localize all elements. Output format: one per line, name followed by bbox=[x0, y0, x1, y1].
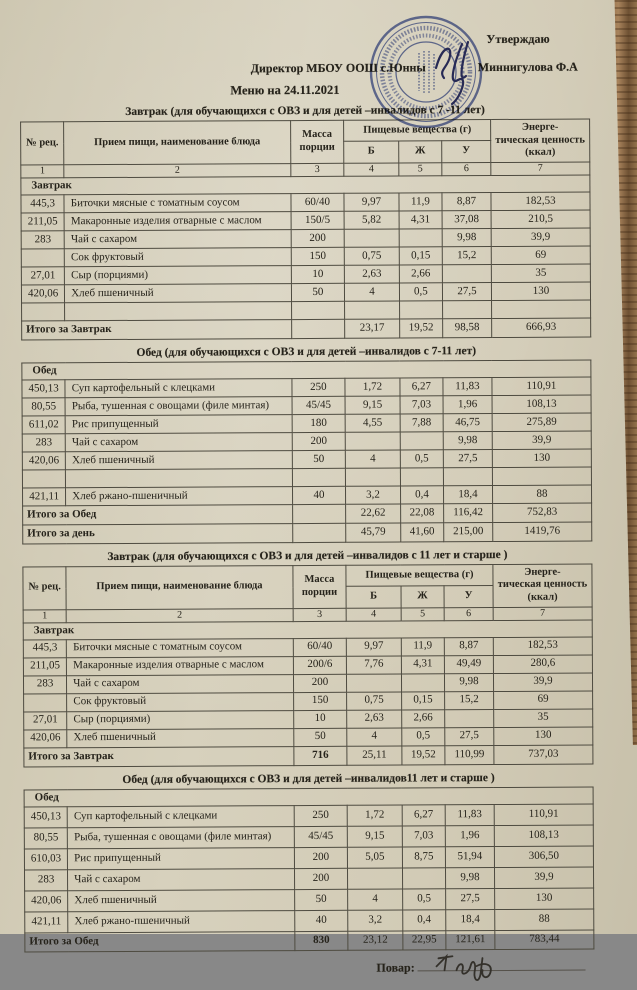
dish-name-cell: Суп картофельный с клецками bbox=[67, 805, 294, 827]
meal-section-label: Обед bbox=[22, 360, 591, 380]
total-mass: 830 bbox=[295, 931, 349, 950]
dish-name-cell: Рыба, тушенная с овощами (филе минтая) bbox=[68, 826, 295, 848]
value-cell: 250 bbox=[292, 378, 346, 396]
value-cell: 27,5 bbox=[443, 449, 492, 467]
director-line bbox=[20, 60, 590, 78]
value-cell: 130 bbox=[495, 888, 594, 910]
value-cell: 445,3 bbox=[21, 195, 64, 213]
value-cell: 0,5 bbox=[402, 727, 445, 745]
col-header-u: У bbox=[442, 141, 491, 163]
column-index-cell: 1 bbox=[23, 609, 66, 622]
value-cell: 45/45 bbox=[294, 826, 348, 847]
dish-name-cell: Биточки мясные с томатным соусом bbox=[67, 638, 294, 657]
col-header-energy bbox=[491, 119, 590, 162]
col-header-energy-line: Энерге- bbox=[495, 566, 589, 579]
value-cell: 200 bbox=[291, 229, 345, 247]
value-cell bbox=[348, 868, 403, 889]
value-cell: 150 bbox=[291, 247, 345, 265]
value-cell: 283 bbox=[23, 675, 66, 693]
value-cell bbox=[345, 432, 400, 450]
value-cell: 211,05 bbox=[21, 213, 64, 231]
dish-name-cell: Чай с сахаром bbox=[65, 432, 292, 451]
value-cell bbox=[21, 249, 64, 267]
value-cell: 35 bbox=[491, 264, 590, 283]
value-cell: 1,96 bbox=[445, 825, 494, 846]
table-row bbox=[23, 522, 592, 544]
director-name: Миннигулова Ф.А bbox=[478, 60, 578, 75]
total-value: 41,60 bbox=[400, 523, 443, 542]
value-cell: 200 bbox=[292, 432, 346, 450]
value-cell: 210,5 bbox=[491, 210, 590, 229]
dish-name-cell: Макаронные изделия отварные с маслом bbox=[67, 656, 294, 675]
total-mass bbox=[292, 504, 346, 523]
meal-section-label: Обед bbox=[24, 787, 593, 807]
col-header-dish: Прием пищи, наименование блюда bbox=[66, 565, 293, 609]
value-cell: 10 bbox=[291, 265, 345, 283]
total-label: Итого за Обед bbox=[25, 931, 295, 951]
column-index-cell: 3 bbox=[291, 163, 345, 176]
col-header-num: № рец. bbox=[23, 567, 66, 610]
value-cell bbox=[346, 468, 401, 486]
value-cell: 7,76 bbox=[347, 656, 402, 674]
value-cell: 450,13 bbox=[24, 806, 67, 827]
dish-name-cell: Хлеб пшеничный bbox=[65, 283, 292, 302]
value-cell: 182,53 bbox=[491, 192, 590, 211]
value-cell: 200 bbox=[293, 674, 347, 692]
value-cell: 421,11 bbox=[25, 911, 68, 932]
value-cell bbox=[345, 301, 400, 319]
table-1-title: Завтрак (для обучающихся с ОВЗ и для детей –инвалидов с 7 -11 лет) bbox=[20, 104, 590, 119]
value-cell: 80,55 bbox=[22, 398, 65, 416]
table-row bbox=[24, 825, 593, 849]
value-cell: 275,89 bbox=[492, 413, 591, 432]
value-cell: 27,5 bbox=[446, 888, 495, 909]
value-cell: 2,63 bbox=[347, 710, 402, 728]
table-row bbox=[24, 745, 593, 767]
lunch-table-7-11 bbox=[21, 359, 592, 544]
value-cell: 51,94 bbox=[445, 846, 494, 867]
value-cell: 9,98 bbox=[445, 673, 494, 691]
dish-name-cell: Суп картофельный с клецками bbox=[65, 378, 292, 397]
value-cell: 0,5 bbox=[399, 283, 442, 301]
value-cell: 2,63 bbox=[345, 265, 400, 283]
value-cell bbox=[445, 709, 494, 727]
value-cell: 283 bbox=[24, 869, 67, 890]
table-4-title: Обед (для обучающихся с ОВЗ и для детей –инвалидов11 лет и старше ) bbox=[23, 771, 593, 786]
value-cell: 46,75 bbox=[443, 413, 492, 431]
column-index-cell: 1 bbox=[21, 165, 64, 178]
value-cell bbox=[491, 300, 590, 319]
value-cell: 110,91 bbox=[492, 377, 591, 396]
lunch-table-11-plus bbox=[24, 786, 595, 952]
value-cell: 50 bbox=[293, 728, 347, 746]
value-cell: 4,55 bbox=[345, 414, 400, 432]
value-cell: 108,13 bbox=[492, 395, 591, 414]
meal-section-label: Завтрак bbox=[23, 620, 592, 640]
col-header-b: Б bbox=[344, 141, 399, 163]
value-cell: 280,6 bbox=[493, 655, 592, 674]
col-header-u: У bbox=[444, 586, 493, 608]
col-header-mass: Масса порции bbox=[290, 120, 344, 163]
col-header-mass: Масса порции bbox=[293, 565, 347, 608]
total-value: 22,95 bbox=[403, 930, 446, 949]
total-value: 19,52 bbox=[402, 745, 445, 764]
value-cell: 2,66 bbox=[401, 709, 444, 727]
total-label: Итого за Обед bbox=[23, 504, 293, 524]
table-row bbox=[22, 318, 591, 340]
value-cell: 250 bbox=[294, 805, 348, 826]
value-cell: 130 bbox=[491, 282, 590, 301]
total-value: 752,83 bbox=[493, 503, 592, 523]
dish-name-cell bbox=[66, 468, 293, 487]
value-cell: 45/45 bbox=[292, 396, 346, 414]
value-cell: 180 bbox=[292, 414, 346, 432]
dish-name-cell: Рис припущенный bbox=[65, 414, 292, 433]
value-cell: 0,75 bbox=[347, 692, 402, 710]
value-cell: 15,2 bbox=[445, 691, 494, 709]
column-index-cell: 5 bbox=[401, 607, 444, 620]
value-cell: 130 bbox=[494, 727, 593, 746]
dish-name-cell: Чай с сахаром bbox=[68, 868, 295, 890]
value-cell: 306,50 bbox=[494, 846, 593, 868]
total-value: 1419,76 bbox=[493, 522, 592, 542]
value-cell: 611,02 bbox=[22, 416, 65, 434]
total-value: 110,99 bbox=[445, 745, 494, 764]
total-value: 19,52 bbox=[399, 319, 442, 338]
value-cell: 7,88 bbox=[400, 414, 443, 432]
column-index-cell: 4 bbox=[346, 608, 401, 621]
value-cell: 182,53 bbox=[493, 637, 592, 656]
value-cell: 4 bbox=[345, 450, 400, 468]
value-cell: 7,03 bbox=[402, 825, 445, 846]
total-value: 121,61 bbox=[446, 930, 495, 949]
value-cell: 39,9 bbox=[492, 431, 591, 450]
table-row bbox=[24, 867, 593, 891]
value-cell: 88 bbox=[492, 485, 591, 504]
value-cell: 9,15 bbox=[347, 826, 402, 847]
column-index-cell: 5 bbox=[399, 163, 442, 176]
value-cell: 420,06 bbox=[22, 452, 65, 470]
value-cell: 211,05 bbox=[23, 657, 66, 675]
column-index-cell: 2 bbox=[64, 163, 291, 177]
dish-name-cell: Хлеб пшеничный bbox=[66, 450, 293, 469]
total-value: 22,08 bbox=[400, 504, 443, 523]
total-label: Итого за Завтрак bbox=[24, 746, 294, 766]
cook-line bbox=[24, 957, 594, 977]
value-cell: 6,27 bbox=[400, 378, 443, 396]
value-cell: 5,82 bbox=[344, 211, 399, 229]
value-cell: 0,75 bbox=[344, 247, 399, 265]
col-header-b: Б bbox=[346, 586, 401, 608]
col-header-num: № рец. bbox=[21, 122, 64, 165]
breakfast-table-11-plus bbox=[22, 563, 593, 767]
dish-name-cell: Хлеб ржано-пшеничный bbox=[66, 486, 293, 505]
value-cell: 420,06 bbox=[25, 890, 68, 911]
breakfast-table-7-11 bbox=[20, 119, 591, 341]
total-value: 22,62 bbox=[346, 504, 401, 523]
value-cell bbox=[344, 229, 399, 247]
value-cell: 150/5 bbox=[291, 211, 345, 229]
wooden-table-edge bbox=[603, 0, 637, 745]
total-label: Итого за Завтрак bbox=[22, 319, 292, 339]
col-header-energy-line: тическая ценность bbox=[493, 134, 587, 147]
value-cell: 9,97 bbox=[344, 193, 399, 211]
column-index-cell: 3 bbox=[293, 608, 347, 621]
value-cell: 69 bbox=[494, 691, 593, 710]
director-signature bbox=[428, 40, 484, 108]
value-cell: 35 bbox=[494, 709, 593, 728]
dish-name-cell: Хлеб ржано-пшеничный bbox=[68, 910, 295, 932]
value-cell: 9,98 bbox=[442, 228, 491, 246]
cook-label: Повар: bbox=[376, 960, 414, 974]
value-cell: 11,83 bbox=[443, 377, 492, 395]
value-cell: 37,08 bbox=[442, 210, 491, 228]
value-cell: 2,66 bbox=[399, 265, 442, 283]
col-header-energy-line: (ккал) bbox=[496, 591, 590, 604]
value-cell bbox=[292, 468, 346, 486]
value-cell bbox=[291, 301, 345, 319]
value-cell: 50 bbox=[291, 283, 345, 301]
value-cell: 4 bbox=[345, 283, 400, 301]
dish-name-cell bbox=[65, 301, 292, 320]
total-value: 45,79 bbox=[346, 523, 401, 542]
value-cell bbox=[22, 470, 65, 488]
value-cell bbox=[402, 867, 445, 888]
dish-name-cell: Хлеб пшеничный bbox=[67, 728, 294, 747]
approve-label: Утверждаю bbox=[19, 0, 589, 49]
total-value: 783,44 bbox=[495, 930, 594, 950]
value-cell: 130 bbox=[492, 449, 591, 468]
total-label: Итого за день bbox=[23, 523, 293, 543]
value-cell: 39,9 bbox=[491, 228, 590, 247]
value-cell: 0,5 bbox=[402, 888, 445, 909]
menu-date-title: Меню на 24.11.2021 bbox=[20, 82, 590, 100]
cook-signature bbox=[432, 944, 502, 988]
value-cell: 60/40 bbox=[293, 638, 347, 656]
dish-name-cell: Сок фруктовый bbox=[67, 692, 294, 711]
value-cell: 27,5 bbox=[445, 727, 494, 745]
total-value: 23,17 bbox=[345, 319, 400, 338]
value-cell: 4 bbox=[348, 889, 403, 910]
table-2-title: Обед (для обучающихся с ОВЗ и для детей –инвалидов с 7-11 лет) bbox=[21, 344, 591, 359]
value-cell: 39,9 bbox=[494, 867, 593, 889]
total-value: 23,12 bbox=[348, 931, 403, 950]
value-cell: 39,9 bbox=[493, 673, 592, 692]
value-cell bbox=[24, 693, 67, 711]
dish-name-cell: Рис припущенный bbox=[68, 847, 295, 869]
value-cell: 50 bbox=[294, 889, 348, 910]
value-cell: 8,87 bbox=[442, 192, 491, 210]
col-header-zh: Ж bbox=[401, 586, 444, 608]
value-cell: 40 bbox=[294, 910, 348, 931]
dish-name-cell: Чай с сахаром bbox=[64, 229, 291, 248]
value-cell bbox=[399, 301, 442, 319]
value-cell: 1,72 bbox=[345, 378, 400, 396]
value-cell: 49,49 bbox=[444, 655, 493, 673]
col-header-energy-line: тическая ценность bbox=[495, 579, 589, 592]
value-cell bbox=[22, 303, 65, 321]
value-cell: 283 bbox=[22, 434, 65, 452]
col-header-energy-line: Энерге- bbox=[493, 122, 587, 135]
table-row bbox=[24, 846, 593, 870]
total-value: 666,93 bbox=[492, 318, 591, 338]
value-cell: 420,06 bbox=[24, 729, 67, 747]
value-cell bbox=[442, 264, 491, 282]
table-row bbox=[24, 804, 593, 828]
value-cell bbox=[399, 229, 442, 247]
value-cell bbox=[492, 467, 591, 486]
column-index-cell: 7 bbox=[491, 162, 590, 176]
value-cell: 18,4 bbox=[446, 909, 495, 930]
total-mass bbox=[291, 319, 345, 338]
value-cell bbox=[400, 432, 443, 450]
value-cell: 4,31 bbox=[401, 655, 444, 673]
director-title: Директор МБОУ ООШ с.Юнны bbox=[251, 60, 426, 75]
value-cell: 9,98 bbox=[443, 431, 492, 449]
dish-name-cell: Чай с сахаром bbox=[67, 674, 294, 693]
value-cell: 0,4 bbox=[403, 909, 446, 930]
total-value: 116,42 bbox=[444, 503, 493, 522]
value-cell: 27,01 bbox=[24, 711, 67, 729]
value-cell: 1,72 bbox=[347, 805, 402, 826]
value-cell: 3,2 bbox=[348, 910, 403, 931]
value-cell bbox=[401, 673, 444, 691]
value-cell: 5,05 bbox=[348, 847, 403, 868]
dish-name-cell: Макаронные изделия отварные с маслом bbox=[64, 211, 291, 230]
value-cell: 3,2 bbox=[346, 486, 401, 504]
value-cell: 8,87 bbox=[444, 637, 493, 655]
value-cell: 9,97 bbox=[346, 638, 401, 656]
value-cell bbox=[443, 467, 492, 485]
value-cell: 0,15 bbox=[401, 691, 444, 709]
value-cell: 421,11 bbox=[22, 488, 65, 506]
col-header-dish: Прием пищи, наименование блюда bbox=[64, 121, 291, 165]
dish-name-cell: Сыр (порциями) bbox=[67, 710, 294, 729]
value-cell: 60/40 bbox=[291, 193, 345, 211]
col-header-energy-line: (ккал) bbox=[493, 147, 587, 160]
total-mass: 716 bbox=[294, 746, 348, 765]
value-cell: 0,15 bbox=[399, 247, 442, 265]
value-cell: 445,3 bbox=[23, 639, 66, 657]
value-cell: 8,75 bbox=[402, 846, 445, 867]
value-cell: 88 bbox=[495, 909, 594, 931]
value-cell: 200 bbox=[294, 868, 348, 889]
table-row bbox=[25, 888, 594, 912]
total-value: 25,11 bbox=[347, 746, 402, 765]
total-value: 98,58 bbox=[443, 318, 492, 337]
table-row bbox=[25, 909, 594, 933]
value-cell: 15,2 bbox=[442, 246, 491, 264]
dish-name-cell: Рыба, тушенная с овощами (филе минтая) bbox=[65, 396, 292, 415]
value-cell: 50 bbox=[292, 450, 346, 468]
value-cell: 283 bbox=[21, 231, 64, 249]
value-cell: 7,03 bbox=[400, 396, 443, 414]
column-index-cell: 6 bbox=[444, 607, 493, 620]
value-cell: 27,01 bbox=[21, 267, 64, 285]
value-cell: 9,15 bbox=[345, 396, 400, 414]
value-cell: 11,83 bbox=[445, 804, 494, 825]
total-value: 737,03 bbox=[494, 745, 593, 765]
value-cell: 450,13 bbox=[22, 380, 65, 398]
value-cell: 69 bbox=[491, 246, 590, 265]
value-cell: 150 bbox=[293, 692, 347, 710]
value-cell: 9,98 bbox=[446, 867, 495, 888]
value-cell: 80,55 bbox=[24, 827, 67, 848]
value-cell: 0,5 bbox=[400, 450, 443, 468]
value-cell: 4 bbox=[347, 728, 402, 746]
value-cell: 420,06 bbox=[21, 285, 64, 303]
value-cell bbox=[347, 674, 402, 692]
column-index-cell: 7 bbox=[493, 607, 592, 621]
col-header-nutrients: Пищевые вещества (г) bbox=[344, 120, 491, 142]
value-cell: 40 bbox=[292, 486, 346, 504]
value-cell: 108,13 bbox=[494, 825, 593, 847]
column-index-cell: 4 bbox=[344, 163, 399, 176]
dish-name-cell: Сыр (порциями) bbox=[65, 265, 292, 284]
value-cell: 11,9 bbox=[401, 637, 444, 655]
col-header-energy bbox=[493, 564, 592, 607]
value-cell: 10 bbox=[293, 710, 347, 728]
column-index-cell: 2 bbox=[66, 608, 293, 622]
col-header-zh: Ж bbox=[398, 141, 441, 163]
value-cell: 0,4 bbox=[400, 486, 443, 504]
table-3-title: Завтрак (для обучающихся с ОВЗ и для детей –инвалидов с 11 лет и старше ) bbox=[22, 548, 592, 563]
value-cell: 4,31 bbox=[399, 211, 442, 229]
value-cell: 18,4 bbox=[444, 485, 493, 503]
value-cell: 610,03 bbox=[24, 848, 67, 869]
total-value: 215,00 bbox=[444, 522, 493, 541]
dish-name-cell: Сок фруктовый bbox=[64, 247, 291, 266]
value-cell bbox=[400, 468, 443, 486]
value-cell: 6,27 bbox=[402, 804, 445, 825]
value-cell: 110,91 bbox=[494, 804, 593, 826]
total-mass bbox=[292, 523, 346, 542]
value-cell: 11,9 bbox=[399, 193, 442, 211]
value-cell: 1,96 bbox=[443, 395, 492, 413]
meal-section-label: Завтрак bbox=[21, 175, 590, 195]
value-cell: 27,5 bbox=[442, 282, 491, 300]
value-cell bbox=[443, 300, 492, 318]
column-index-cell: 6 bbox=[442, 162, 491, 175]
dish-name-cell: Биточки мясные с томатным соусом bbox=[64, 193, 291, 212]
col-header-nutrients: Пищевые вещества (г) bbox=[346, 564, 493, 586]
value-cell: 200 bbox=[294, 847, 348, 868]
dish-name-cell: Хлеб пшеничный bbox=[68, 889, 295, 911]
value-cell: 200/6 bbox=[293, 656, 347, 674]
table-row bbox=[25, 930, 594, 952]
